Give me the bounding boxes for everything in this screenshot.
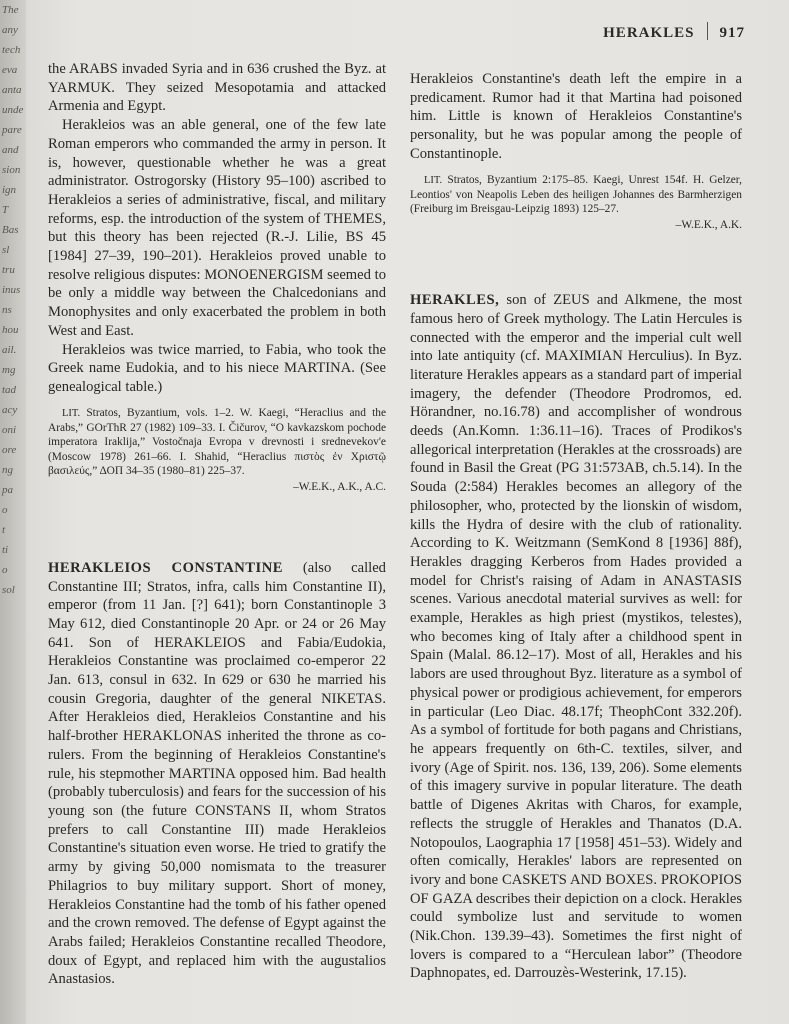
gutter-fragment: oni (2, 424, 17, 436)
gutter-fragment: ore (2, 444, 17, 456)
entry-text: son of ZEUS and Alkmene, the most famous hero of Greek mythology. The Latin Hercules is connected with the emperor and the imperial cult well into late antiquity (cf. MAXIMIAN Herculius). In Byz. literature Herakles appears as a standard part of imperial imagery, the defender (Theodore Prodromos, ed. Hörandner, no.16.78) and accomplisher of wondrous deeds (An.Komn. 1:36.11–16). Traces of Prodikos's allegorical interpretation (Herakles at the crossroads) are found in Basil the Great (PG 31:573AB, ch.5.14). In the Souda (2:584) Herakles becomes an allegory of the philosopher, who, protected by the lionskin of wisdom, kills the Hydra of desire with the club of rationality. According to K. Weitzmann (SemKond 8 [1936] 88f), Herakles dragging Kerberos from Hades provided a model for Christ's raising of Adam in ANASTASIS scenes. Various anecdotal material survives as well: for example, Herakles as high priest (mystikos, telestes), who becomes king of Italy after a childhood spent in Spain (Malal. 86.12–17). Most of all, Herakles and his labors are used throughout Byz. literature as a symbol of physical power or prodigious achievement, for emperors in particular (Leo Diac. 48.17f; TheophCont 332.20f). As a symbol of fortitude for both pagans and Christians, he appears frequently on 6th-C. textiles, silver, and ivory (Age of Spirit. nos. 136, 139, 206). Some elements of this imagery survive in popular literature. The death battle of Digenes Akritas with Charos, for example, reflects the struggle of Herakles and Thanatos (D.A. Notopoulos, Laographia 17 [1958] 451–53). Widely and often comically, Herakles' labors are represented on ivory and bone CASKETS AND BOXES. PROKOPIOS OF GAZA describes their depiction on a clock. Herakles could symbolize lust and servitude to women (Nik.Chon. 139.39–43). Sometimes the first night of lovers is compared to a “Herculean labor” (Theodore Daphnopates, ed. Darrouzès-Westerink, 17.15). (410, 292, 742, 982)
gutter-fragment: inus (2, 284, 21, 296)
herakleios-authors: –W.E.K., A.K., A.C. (293, 481, 386, 494)
gutter-fragment: ail. (2, 344, 17, 356)
gutter-fragment: mg (2, 364, 16, 376)
gutter-fragment: and (2, 144, 19, 156)
gutter-fragment: pare (2, 124, 22, 136)
constantine-authors: –W.E.K., A.K. (675, 219, 742, 232)
gutter-fragment: pa (2, 484, 13, 496)
lit-text: Stratos, Byzantium 2:175–85. Kaegi, Unrest 154f. H. Gelzer, Leontios' von Neapolis Leben des heiligen Johannes des Barmherzigen (Freiburg im Breisgau-Leipzig 1893) 125–27. (410, 173, 742, 216)
gutter-fragment: sl (2, 244, 10, 256)
right-column (410, 70, 742, 983)
lit-label: LIT. (62, 407, 81, 419)
herakles-entry (410, 291, 742, 983)
gutter-fragment: o (2, 504, 8, 516)
gutter-fragment: t (2, 524, 6, 536)
herakleios-paragraph-2: Herakleios was an able general, one of the few late Roman emperors who commanded the army in person. It is, however, questionable whether he was a great administrator. Ostrogorsky (History 95–100) ascribed to Herakleios a series of administrative, fiscal, and military reforms, esp. the introduction of the system of THEMES, but this theory has been rejected (R.-J. Lilie, BS 45 [1984] 27–39, 190–201). Herakleios proved unable to resolve religious disputes: MONOENERGISM seemed to be only a middle way between the Chalcedonians and Monophysites and only exacerbated the problem in both West and East. (48, 117, 386, 339)
herakleios-paragraph-1: the ARABS invaded Syria and in 636 crushed the Byz. at YARMUK. They seized Mesopotamia and attacked Armenia and Egypt. (48, 61, 386, 115)
gutter-fragment: hou (2, 324, 19, 336)
left-column (48, 60, 386, 989)
gutter-fragment: ng (2, 464, 13, 476)
gutter-fragment: The (2, 4, 19, 16)
lit-label: LIT. (424, 174, 443, 186)
entry-headword: HERAKLES, (410, 292, 500, 309)
gutter-fragment: T (2, 204, 9, 216)
gutter-fragment: tru (2, 264, 15, 276)
gutter-fragment: Bas (2, 224, 19, 236)
gutter-fragment: tech (2, 44, 21, 56)
constantine-bibliography (410, 173, 742, 217)
gutter-fragment: tad (2, 384, 17, 396)
gutter-fragment: unde (2, 104, 24, 116)
gutter-fragment: eva (2, 64, 18, 76)
running-header (603, 22, 745, 42)
gutter-fragment: acy (2, 404, 18, 416)
herakleios-constantine-entry (48, 559, 386, 989)
herakleios-bibliography (48, 406, 386, 478)
entry-headword: HERAKLEIOS CONSTANTINE (48, 559, 283, 576)
constantine-paragraph-2: Herakleios Constantine's death left the empire in a predicament. Rumor had it that Martina had poisoned him. Little is known of Herakleios Constantine's personality, but he was popular among the people of Constantinople. (410, 71, 742, 162)
entry-text: (also called Constantine III; Stratos, infra, calls him Constantine II), emperor (from 11 Jan. [?] 641); born Constantinople 3 May 612, died Constantinople 20 Apr. or 24 or 26 May 641. Son of HERAKLEIOS and Fabia/Eudokia, Herakleios Constantine was proclaimed co-emperor 22 Jan. 613, consul in 632. In 629 or 630 he married his cousin Gregoria, daughter of the general NIKETAS. After Herakleios died, Herakleios Constantine and his half-brother HERAKLONAS inherited the throne as co-rulers. From the beginning of Herakleios Constantine's rule, his stepmother MARTINA opposed him. Bad health (probably tuberculosis) and fears for the succession of his young son (the future CONSTANS II, whom Stratos prefers to call Constantine III) made Herakleios Constantine's situation even worse. He tried to gratify the army by giving 50,000 nomismata to the treasurer Philagrios to buy military support. Short of money, Herakleios Constantine had the tomb of his father opened and the crown removed. The defense of Egypt against the Arabs failed; Herakleios Constantine recalled Theodore, doux of Egypt, and replaced him with the augustalios Anastasios. (48, 559, 386, 988)
header-divider (707, 22, 708, 40)
gutter-fragment: sion (2, 164, 21, 176)
gutter-fragment: o (2, 564, 8, 576)
lit-text: Stratos, Byzantium, vols. 1–2. W. Kaegi, “Heraclius and the Arabs,” GOrThR 27 (1982) 109–33. I. Čičurov, “O kavkazskom pochode imperatora Iraklija,” Vostočnaja Evropa v drevnosti i srednevekov'e (Moscow 1978) 261–66. I. Shahid, “Heraclius πιστὸς ἐν Χριστῷ βασιλεύς,” ΔΟΠ 34–35 (1980–81) 225–37. (48, 406, 386, 477)
gutter-fragment: sol (2, 584, 15, 596)
page-number: 917 (719, 25, 745, 41)
gutter-fragment: ns (2, 304, 12, 316)
gutter-fragment: ti (2, 544, 9, 556)
gutter-fragment: ign (2, 184, 17, 196)
facing-page-edge (0, 0, 26, 1024)
gutter-fragment: anta (2, 84, 22, 96)
gutter-fragment: any (2, 24, 18, 36)
herakleios-paragraph-3: Herakleios was twice married, to Fabia, who took the Greek name Eudokia, and to his niece MARTINA. (See genealogical table.) (48, 341, 386, 395)
running-title: HERAKLES (603, 25, 695, 41)
